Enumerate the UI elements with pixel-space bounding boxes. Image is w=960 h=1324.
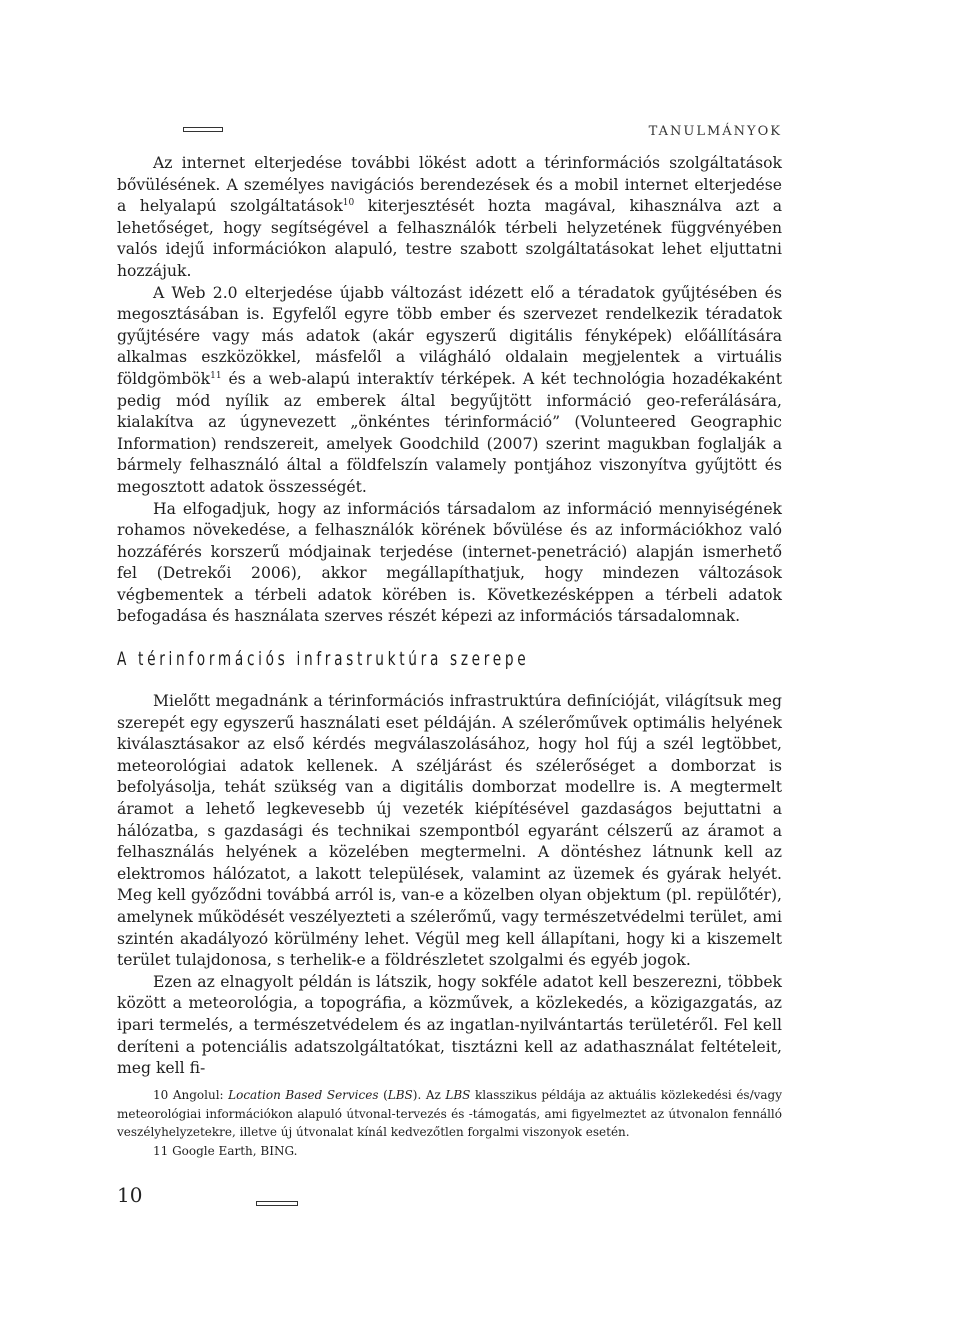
footnote-ref-11[interactable]: 11 bbox=[210, 370, 222, 381]
footnotes bbox=[117, 1086, 782, 1160]
paragraph: Mielőtt megadnánk a térinformációs infrastruktúra definícióját, világítsuk meg szerepét egy egyszerű használati eset példáján. A szélerőművek optimális helyének kiválasztásakor az első kérdés megválaszolásához, hogy hol fúj a szél legtöbbet, meteorológiai adatok kellenek. A széljárást és szélerőséget a domborzat is befolyásolja, tehát szükség van a digitális domborzat modellre is. A megtermelt áramot a lehető legkevesebb új vezeték kiépítésével gazdaságos bejuttatni a hálózatba, s gazdasági és technikai szempontból egyaránt célszerű az áramot a felhasználás helyének a közelében megtermelni. A döntéshez látnunk kell az elektromos hálózatot, a lakott települések, valamint az üzemek és gyárak helyét. Meg kell győződni továbbá arról is, van-e a közelben olyan objektum (pl. repülőtér), amelynek működését veszélyezteti a szélerőmű, vagy természetvédelmi terület, ami szintén akadályozó körülmény lehet. Végül meg kell állapítani, hogy ki a kiszemelt terület tulajdonosa, s terhelik-e a földrészletet szolgalmi és egyéb jogok. bbox=[117, 692, 782, 970]
footer-rule-decoration bbox=[256, 1201, 298, 1206]
footnote-ref-10[interactable]: 10 bbox=[342, 198, 355, 208]
paragraph: A Web 2.0 elterjedése újabb változást idézett elő a téradatok gyűjtésében és megosztásában is. Egyfelől egyre több ember és szervezet rendelkezik téradatok gyűjtésére vagy más adatok (akár egyszerű digitális fényképek) előállítására alkalmas eszközökkel, másfelől a világháló oldalain megjelentek a virtuális földgömbök$^{11}$ és a web-alapú interaktív térképek. A két technológia hozadékaként pedig mód nyílik az emberek által begyűjtött információ geo-referálására, kialakítva az úgynevezett „önkéntes térinformáció” (Volunteered Geographic Information) rendszereit, amelyek Goodchild (2007) szerint magukban foglalják a bármely felhasználó által a földfelszín valamely pontjához viszonyítva gyűjtött és megosztott adatok összességét. bbox=[117, 283, 782, 496]
paragraph: Ha elfogadjuk, hogy az információs társadalom az információ mennyiségének rohamos növekedése, a felhasználók körének bővülése és az információkhoz való hozzáférés korszerű módjainak terjedése (internet-penetráció) alapján ismerhető fel (Detrekői 2006), akkor megállapíthatjuk, hogy mindezen változások végbementek a térbeli adatok körében is. Következésképpen a térbeli adatok befogadása és használata szerves részét képezi az információs társadalomnak. bbox=[117, 499, 782, 626]
running-head: TANULMÁNYOK bbox=[648, 124, 782, 139]
footnote-11: 11 Google Earth, BING. bbox=[153, 1143, 298, 1158]
paragraph: Az internet elterjedése további lökést adott a térinformációs szolgáltatások bővülésének. A személyes navigációs berendezések és a mobil internet elterjedése a helyalapú szolgáltatások$^{10}$ kiterjesztését hozta magával, kihasználva azt a lehetőséget, hogy segítségével a felhasználók térbeli helyzetének függvényében valós idejű információkon alapuló, testre szabott szolgáltatásokat lehet eljuttatni hozzájuk. bbox=[117, 154, 782, 280]
body-text-block-1 bbox=[117, 153, 782, 628]
footnote-10: 10 Angolul: Location Based Services (LBS). Az LBS klasszikus példája az aktuális közlekedési és/vagy meteorológiai információkon alapuló útvonal-tervezés és -támogatás, ami figyelmeztet az útvonalon fennálló veszélyhelyzetekre, illetve új útvonalat kínál kedvezőtlen forgalmi viszonyok esetén. bbox=[117, 1088, 783, 1139]
page-number: 10 bbox=[117, 1183, 143, 1207]
section-heading: A térinformációs infrastruktúra szerepe bbox=[117, 648, 530, 670]
body-text-block-2 bbox=[117, 691, 782, 1080]
header-rule-decoration bbox=[183, 127, 223, 132]
paragraph: Ezen az elnagyolt példán is látszik, hogy sokféle adatot kell beszerezni, többek között a meteorológia, a topográfia, a közművek, a közlekedés, a közigazgatás, az ipari termelés, a természetvédelem és az ingatlan-nyilvántartás területéről. Fel kell deríteni a potenciális adatszolgáltatókat, tisztázni kell az adathasználat feltételeit, meg kell fi- bbox=[117, 972, 782, 1078]
